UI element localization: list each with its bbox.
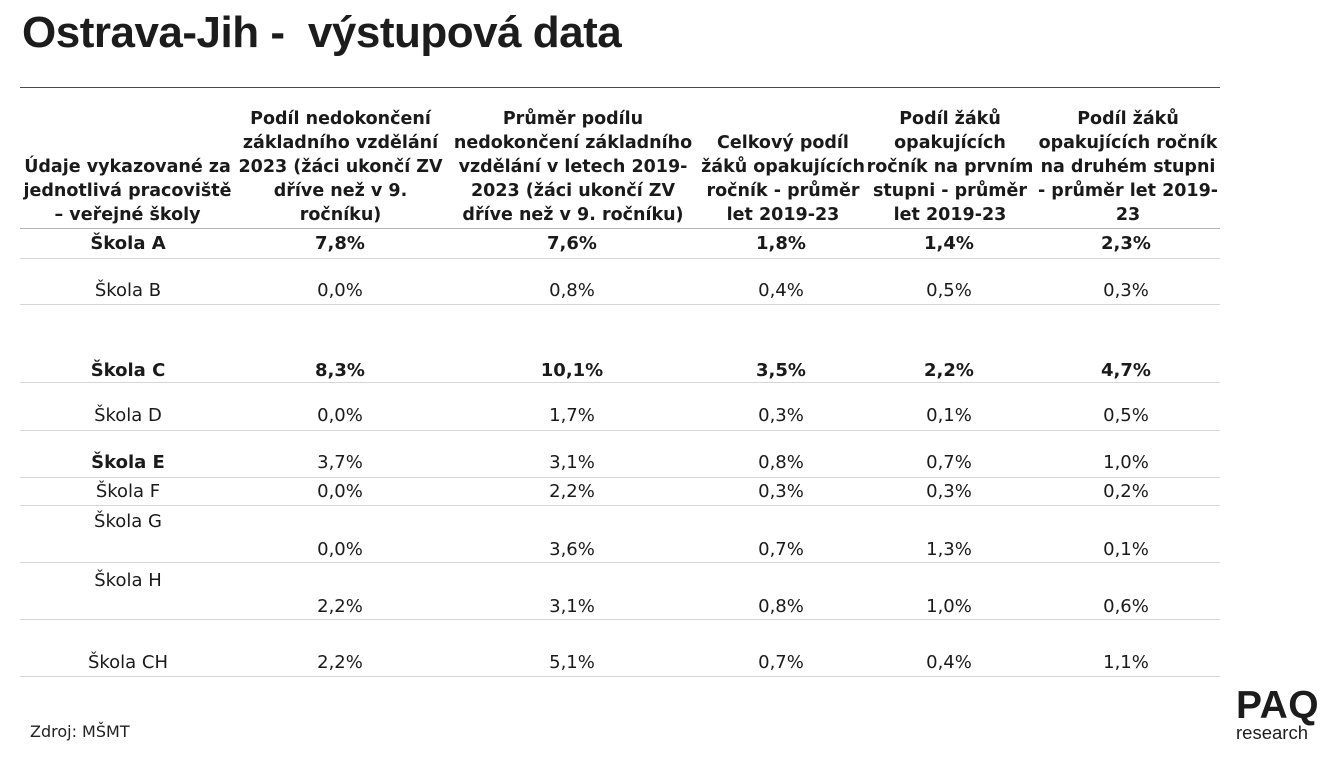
- value-cell: 0,1%: [926, 405, 972, 426]
- school-name-cell: Škola A: [90, 233, 166, 254]
- school-name-cell: Škola CH: [87, 652, 169, 673]
- value-cell: 0,0%: [317, 481, 363, 502]
- value-cell: 0,8%: [758, 596, 804, 617]
- value-cell: 1,3%: [926, 539, 972, 560]
- column-header-school: [20, 100, 235, 228]
- school-name-cell: Škola B: [94, 280, 162, 301]
- value-cell: 3,1%: [549, 596, 595, 617]
- school-name-cell: Škola D: [94, 405, 162, 426]
- school-name-cell: Škola F: [95, 481, 161, 502]
- column-header-incomplete-2023: [238, 100, 443, 228]
- value-cell: 0,3%: [758, 481, 804, 502]
- value-cell: 0,0%: [317, 539, 363, 560]
- value-cell: 1,1%: [1103, 652, 1149, 673]
- table-row: [20, 562, 1220, 620]
- school-name-cell: Škola E: [91, 452, 165, 473]
- value-cell: 0,3%: [758, 405, 804, 426]
- paq-research-logo: [1236, 684, 1322, 743]
- value-cell: 1,7%: [549, 405, 595, 426]
- table-row: [20, 229, 1220, 259]
- value-cell: 3,1%: [549, 452, 595, 473]
- column-header-label: Údaje vykazované za jednotlivá pracoviště – veřejné školy: [23, 157, 232, 225]
- value-cell: 3,6%: [549, 539, 595, 560]
- column-header-repeat-total: [700, 100, 866, 228]
- value-cell: 3,5%: [756, 360, 806, 381]
- column-header-label: Průměr podílu nedokončení základního vzdělání v letech 2019-2023 (žáci ukončí ZV dříve než v 9. ročníku): [453, 109, 693, 225]
- value-cell: 0,0%: [317, 280, 363, 301]
- value-cell: 2,2%: [317, 652, 363, 673]
- page-title: Ostrava-Jih - výstupová data: [22, 8, 622, 57]
- value-cell: 2,2%: [549, 481, 595, 502]
- column-header-incomplete-avg: [446, 100, 700, 228]
- value-cell: 5,1%: [549, 652, 595, 673]
- value-cell: 2,2%: [924, 360, 974, 381]
- value-cell: 0,8%: [549, 280, 595, 301]
- value-cell: 0,0%: [317, 405, 363, 426]
- value-cell: 0,7%: [758, 652, 804, 673]
- column-header-label: Celkový podíl žáků opakujících ročník - průměr let 2019-23: [701, 133, 865, 225]
- value-cell: 3,7%: [317, 452, 363, 473]
- logo-main-text: PAQ: [1236, 684, 1320, 727]
- value-cell: 0,7%: [758, 539, 804, 560]
- logo-sub-text: research: [1236, 722, 1308, 743]
- table-row: [20, 430, 1220, 478]
- school-name-cell: Škola G: [94, 511, 162, 532]
- table-row: [20, 619, 1220, 677]
- column-header-label: Podíl žáků opakujících ročník na druhém stupni - průměr let 2019-23: [1037, 109, 1219, 225]
- value-cell: 1,4%: [924, 233, 974, 254]
- column-header-repeat-first: [866, 100, 1034, 228]
- value-cell: 0,3%: [1103, 280, 1149, 301]
- value-cell: 1,0%: [926, 596, 972, 617]
- value-cell: 0,4%: [926, 652, 972, 673]
- value-cell: 10,1%: [540, 360, 604, 381]
- value-cell: 7,8%: [315, 233, 365, 254]
- value-cell: 0,4%: [758, 280, 804, 301]
- table-row: [20, 477, 1220, 506]
- value-cell: 0,5%: [1103, 405, 1149, 426]
- top-divider: [20, 87, 1220, 88]
- school-name-cell: Škola C: [90, 360, 166, 381]
- value-cell: 2,2%: [317, 596, 363, 617]
- table-row: [20, 382, 1220, 431]
- column-header-repeat-second: [1034, 100, 1222, 228]
- table-row: [20, 505, 1220, 563]
- school-name-cell: Škola H: [94, 570, 162, 591]
- column-header-label: Podíl žáků opakujících ročník na prvním stupni - průměr let 2019-23: [866, 109, 1034, 225]
- value-cell: 0,5%: [926, 280, 972, 301]
- value-cell: 0,8%: [758, 452, 804, 473]
- table-row: [20, 258, 1220, 305]
- value-cell: 0,2%: [1103, 481, 1149, 502]
- value-cell: 0,1%: [1103, 539, 1149, 560]
- source-note: Zdroj: MŠMT: [30, 722, 130, 741]
- value-cell: 0,6%: [1103, 596, 1149, 617]
- value-cell: 8,3%: [315, 360, 365, 381]
- value-cell: 7,6%: [547, 233, 597, 254]
- value-cell: 2,3%: [1101, 233, 1151, 254]
- value-cell: 4,7%: [1101, 360, 1151, 381]
- value-cell: 0,7%: [926, 452, 972, 473]
- table-row: [20, 304, 1220, 383]
- value-cell: 0,3%: [926, 481, 972, 502]
- column-header-label: Podíl nedokončení základního vzdělání 2023 (žáci ukončí ZV dříve než v 9. ročníku): [238, 109, 443, 225]
- value-cell: 1,0%: [1103, 452, 1149, 473]
- value-cell: 1,8%: [756, 233, 806, 254]
